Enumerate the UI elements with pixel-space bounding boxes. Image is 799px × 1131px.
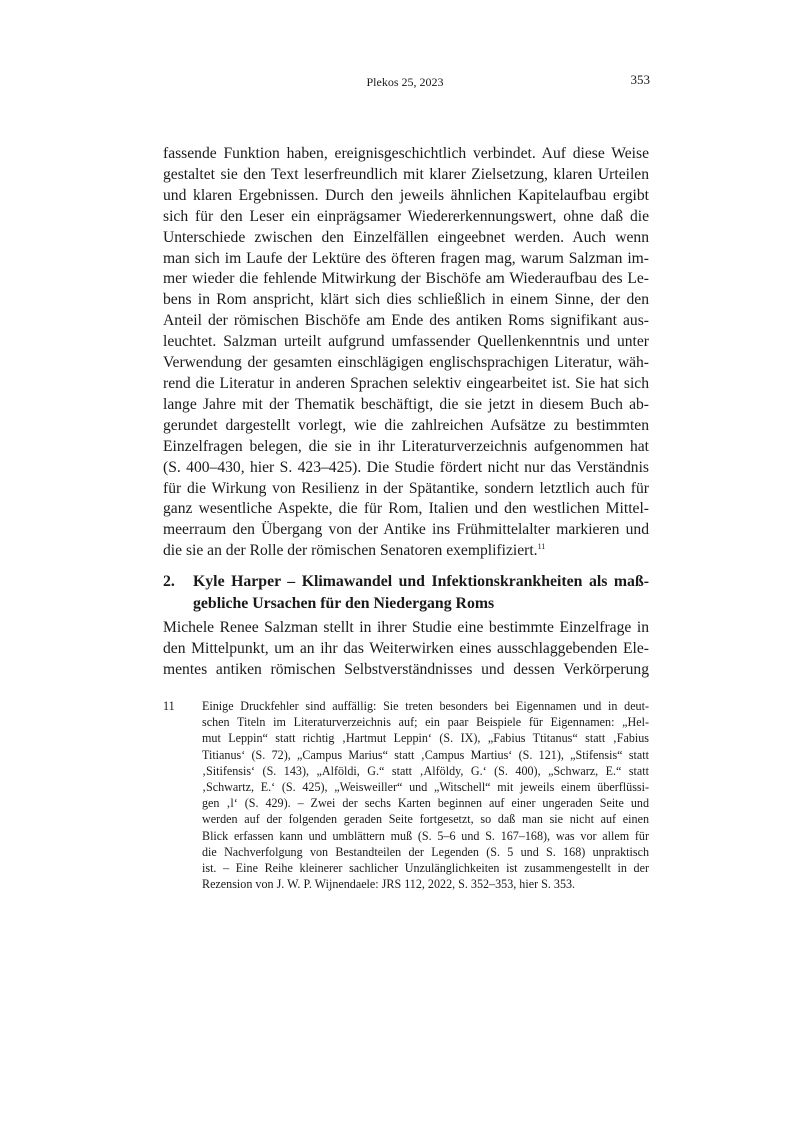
text-line: den Mittelpunkt, um an ihr das Weiterwirken eines ausschlaggebenden Ele-: [163, 639, 649, 657]
footnote-line: ‚Schwartz, E.‘ (S. 425), „Weisweiller“ und „Witschell“ mit jeweils einem überflüssi-: [202, 780, 649, 795]
footnote-text: [202, 698, 649, 892]
text-line: und klaren Ergebnissen. Durch den jeweils ähnlichen Kapitelaufbau ergibt: [163, 186, 649, 204]
footnote-line: Blick erfassen kann und umblättern muß (S. 5–6 und S. 167–168), was vor allem für: [202, 828, 649, 843]
footnote-line: Rezension von J. W. P. Wijnendaele: JRS 112, 2022, S. 352–353, hier S. 353.: [202, 877, 576, 892]
text-line: fassende Funktion haben, ereignisgeschichtlich verbindet. Auf diese Weise: [163, 145, 649, 162]
text-line: Unterschiede zwischen den Einzelfällen eingeebnet werden. Auch wenn: [163, 228, 649, 246]
text-line: leuchtet. Salzman urteilt aufgrund umfassender Quellenkenntnis und unter: [163, 333, 649, 351]
text-line: man sich im Laufe der Lektüre des öfteren fragen mag, warum Salzman im-: [163, 249, 649, 267]
footnote-line: Einige Druckfehler sind auffällig: Sie treten besonders bei Eigennamen und in deut-: [202, 699, 649, 713]
text-line: (S. 400–430, hier S. 423–425). Die Studie fördert nicht nur das Verständnis: [163, 458, 649, 476]
paragraph-2: [163, 618, 649, 681]
footnote-11: [163, 698, 649, 892]
text-line: sich für den Leser ein einprägsamer Wiedererkennungswert, ohne daß die: [163, 207, 649, 225]
title-line: gebliche Ursachen für den Niedergang Roms: [193, 595, 495, 612]
footnote-number: 11: [163, 699, 175, 713]
text-line: Michele Renee Salzman stellt in ihrer Studie eine bestimmte Einzelfrage in: [163, 619, 649, 636]
title-line: Kyle Harper – Klimawandel und Infektionskrankheiten als maß-: [193, 573, 649, 590]
text-line: mer wieder die fehlende Mitwirkung der Bischöfe am Wiederaufbau des Le-: [163, 270, 649, 288]
text-line: ganz wesentliche Aspekte, die für Rom, Italien und den westlichen Mittel-: [163, 500, 649, 518]
text-line: mentes antiken römischen Selbstverständnisses und dessen Verkörperung: [163, 660, 649, 678]
text-line: gerundet dargestellt vorlegt, wie die zahlreichen Aufsätze zu bestimmten: [163, 416, 649, 434]
text-line: bens in Rom anspricht, klärt sich dies schließlich in einem Sinne, der den: [163, 291, 649, 309]
text-line: Einzelfragen belegen, die sie in ihr Literaturverzeichnis aufgenommen hat: [163, 437, 649, 455]
text-line: meerraum den Übergang von der Antike ins Frühmittelalter markieren und: [163, 521, 649, 539]
footnote-reference[interactable]: 11: [537, 542, 546, 552]
text-line: Verwendung der gesamten einschlägigen englischsprachigen Literatur, wäh-: [163, 354, 649, 372]
footnote-line: Titianus‘ (S. 72), „Campus Marius“ statt ‚Campus Martius‘ (S. 121), „Stifensis“ statt: [202, 747, 649, 762]
running-header: [160, 72, 650, 92]
footnote-line: ‚Sitifensis‘ (S. 143), „Alföldi, G.“ statt ‚Alföldy, G.‘ (S. 400), „Schwarz, E.“ statt: [202, 763, 649, 778]
section-number: 2.: [163, 573, 175, 590]
text-line: rend die Literatur in anderen Sprachen selektiv eingearbeitet ist. Sie hat sich: [163, 374, 649, 392]
paragraph-1: [163, 144, 649, 562]
section-heading: [163, 571, 649, 615]
text-line: für die Wirkung von Resilienz in der Spätantike, sondern letztlich auch für: [163, 479, 649, 497]
text-line: [163, 541, 649, 562]
footnote-line: ist. – Eine Reihe kleinerer sachlicher Unzulänglichkeiten ist zusammengestellt in der: [202, 861, 649, 876]
footnote-line: die Nachverfolgung von Bestandteilen der Legenden (S. 5 und S. 168) unpraktisch: [202, 844, 649, 859]
footnote-line: schen Titeln im Literaturverzeichnis auf; ein paar Beispiele für Eigennamen: „Hel-: [202, 715, 649, 730]
text-line-content: die sie an der Rolle der römischen Senatoren exemplifiziert.: [163, 542, 538, 560]
section-title: [193, 571, 649, 615]
page-number: 353: [630, 72, 650, 87]
footnote-line: mut Leppin“ statt richtig ‚Hartmut Leppin‘ (S. IX), „Fabius Ttitanus“ statt ‚Fabius: [202, 731, 649, 746]
journal-title: Plekos 25, 2023: [366, 75, 444, 89]
footnote-line: gen ‚l‘ (S. 429). – Zwei der sechs Karten beginnen auf einer ungeraden Seite und: [202, 796, 649, 811]
text-line: Anteil der römischen Bischöfe am Ende des antiken Roms signifikant aus-: [163, 312, 649, 330]
text-line: lange Jahre mit der Thematik beschäftigt, die sie jetzt in diesem Buch ab-: [163, 395, 649, 413]
text-line: gestaltet sie den Text leserfreundlich mit klarer Zielsetzung, klaren Urteilen: [163, 165, 649, 183]
footnote-line: werden auf der folgenden geraden Seite fortgesetzt, so daß man sie nicht auf einen: [202, 812, 649, 827]
